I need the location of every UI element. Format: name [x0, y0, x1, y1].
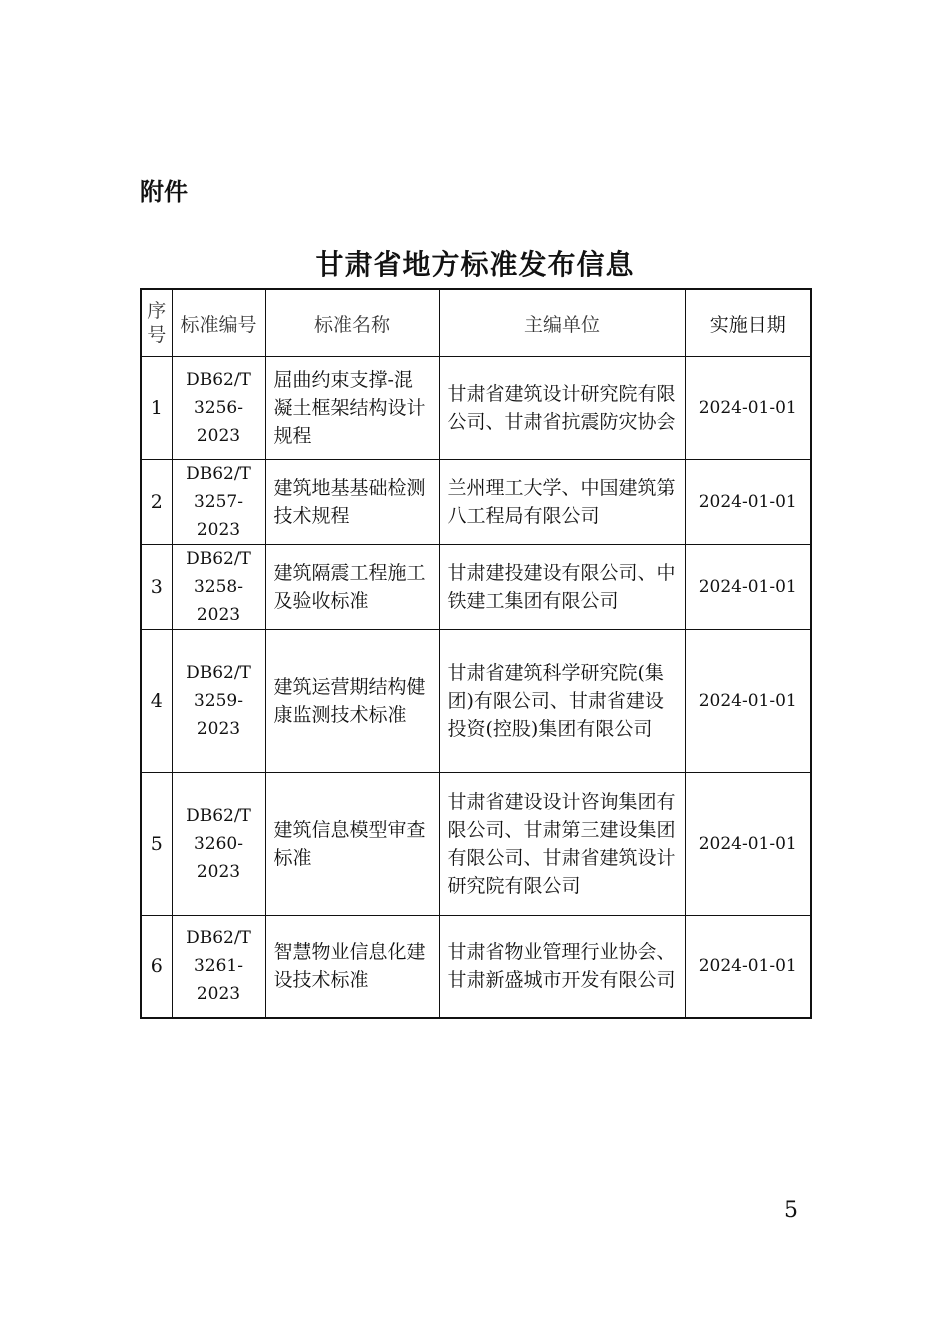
- cell-seq: 4: [141, 630, 172, 773]
- header-date: 实施日期: [685, 289, 811, 357]
- document-title: 甘肃省地方标准发布信息: [315, 248, 635, 281]
- cell-code: DB62/T 3259-2023: [172, 630, 265, 773]
- table-row: [141, 357, 811, 460]
- cell-org: 甘肃省建筑设计研究院有限公司、甘肃省抗震防灾协会: [439, 357, 685, 460]
- cell-seq: 2: [141, 460, 172, 545]
- cell-code: DB62/T 3256-2023: [172, 357, 265, 460]
- cell-org: 甘肃省建设设计咨询集团有限公司、甘肃第三建设集团有限公司、甘肃省建筑设计研究院有限公司: [439, 773, 685, 916]
- cell-name: 屈曲约束支撑-混凝土框架结构设计规程: [265, 357, 439, 460]
- cell-code: DB62/T 3261-2023: [172, 916, 265, 1018]
- cell-code: DB62/T 3257-2023: [172, 460, 265, 545]
- attachment-label: 附件: [140, 177, 188, 206]
- table-row: [141, 773, 811, 916]
- cell-date: 2024-01-01: [685, 545, 811, 630]
- cell-org: 甘肃建投建设有限公司、中铁建工集团有限公司: [439, 545, 685, 630]
- header-code: 标准编号: [172, 289, 265, 357]
- cell-name: 智慧物业信息化建设技术标准: [265, 916, 439, 1018]
- standards-table: [140, 288, 812, 1019]
- cell-name: 建筑运营期结构健康监测技术标准: [265, 630, 439, 773]
- cell-code: DB62/T 3258-2023: [172, 545, 265, 630]
- table-header-row: [141, 289, 811, 357]
- cell-seq: 1: [141, 357, 172, 460]
- table-row: [141, 460, 811, 545]
- cell-date: 2024-01-01: [685, 630, 811, 773]
- table-row: [141, 916, 811, 1018]
- cell-name: 建筑隔震工程施工及验收标准: [265, 545, 439, 630]
- table-row: [141, 630, 811, 773]
- header-name: 标准名称: [265, 289, 439, 357]
- cell-code: DB62/T 3260-2023: [172, 773, 265, 916]
- header-seq: 序号: [141, 289, 172, 357]
- cell-date: 2024-01-01: [685, 773, 811, 916]
- cell-name: 建筑信息模型审查标准: [265, 773, 439, 916]
- cell-date: 2024-01-01: [685, 460, 811, 545]
- cell-org: 甘肃省物业管理行业协会、甘肃新盛城市开发有限公司: [439, 916, 685, 1018]
- cell-date: 2024-01-01: [685, 357, 811, 460]
- page-number: 5: [784, 1198, 798, 1223]
- table-row: [141, 545, 811, 630]
- cell-org: 甘肃省建筑科学研究院(集团)有限公司、甘肃省建设投资(控股)集团有限公司: [439, 630, 685, 773]
- cell-org: 兰州理工大学、中国建筑第八工程局有限公司: [439, 460, 685, 545]
- cell-seq: 3: [141, 545, 172, 630]
- cell-seq: 6: [141, 916, 172, 1018]
- cell-seq: 5: [141, 773, 172, 916]
- header-org: 主编单位: [439, 289, 685, 357]
- cell-name: 建筑地基基础检测技术规程: [265, 460, 439, 545]
- cell-date: 2024-01-01: [685, 916, 811, 1018]
